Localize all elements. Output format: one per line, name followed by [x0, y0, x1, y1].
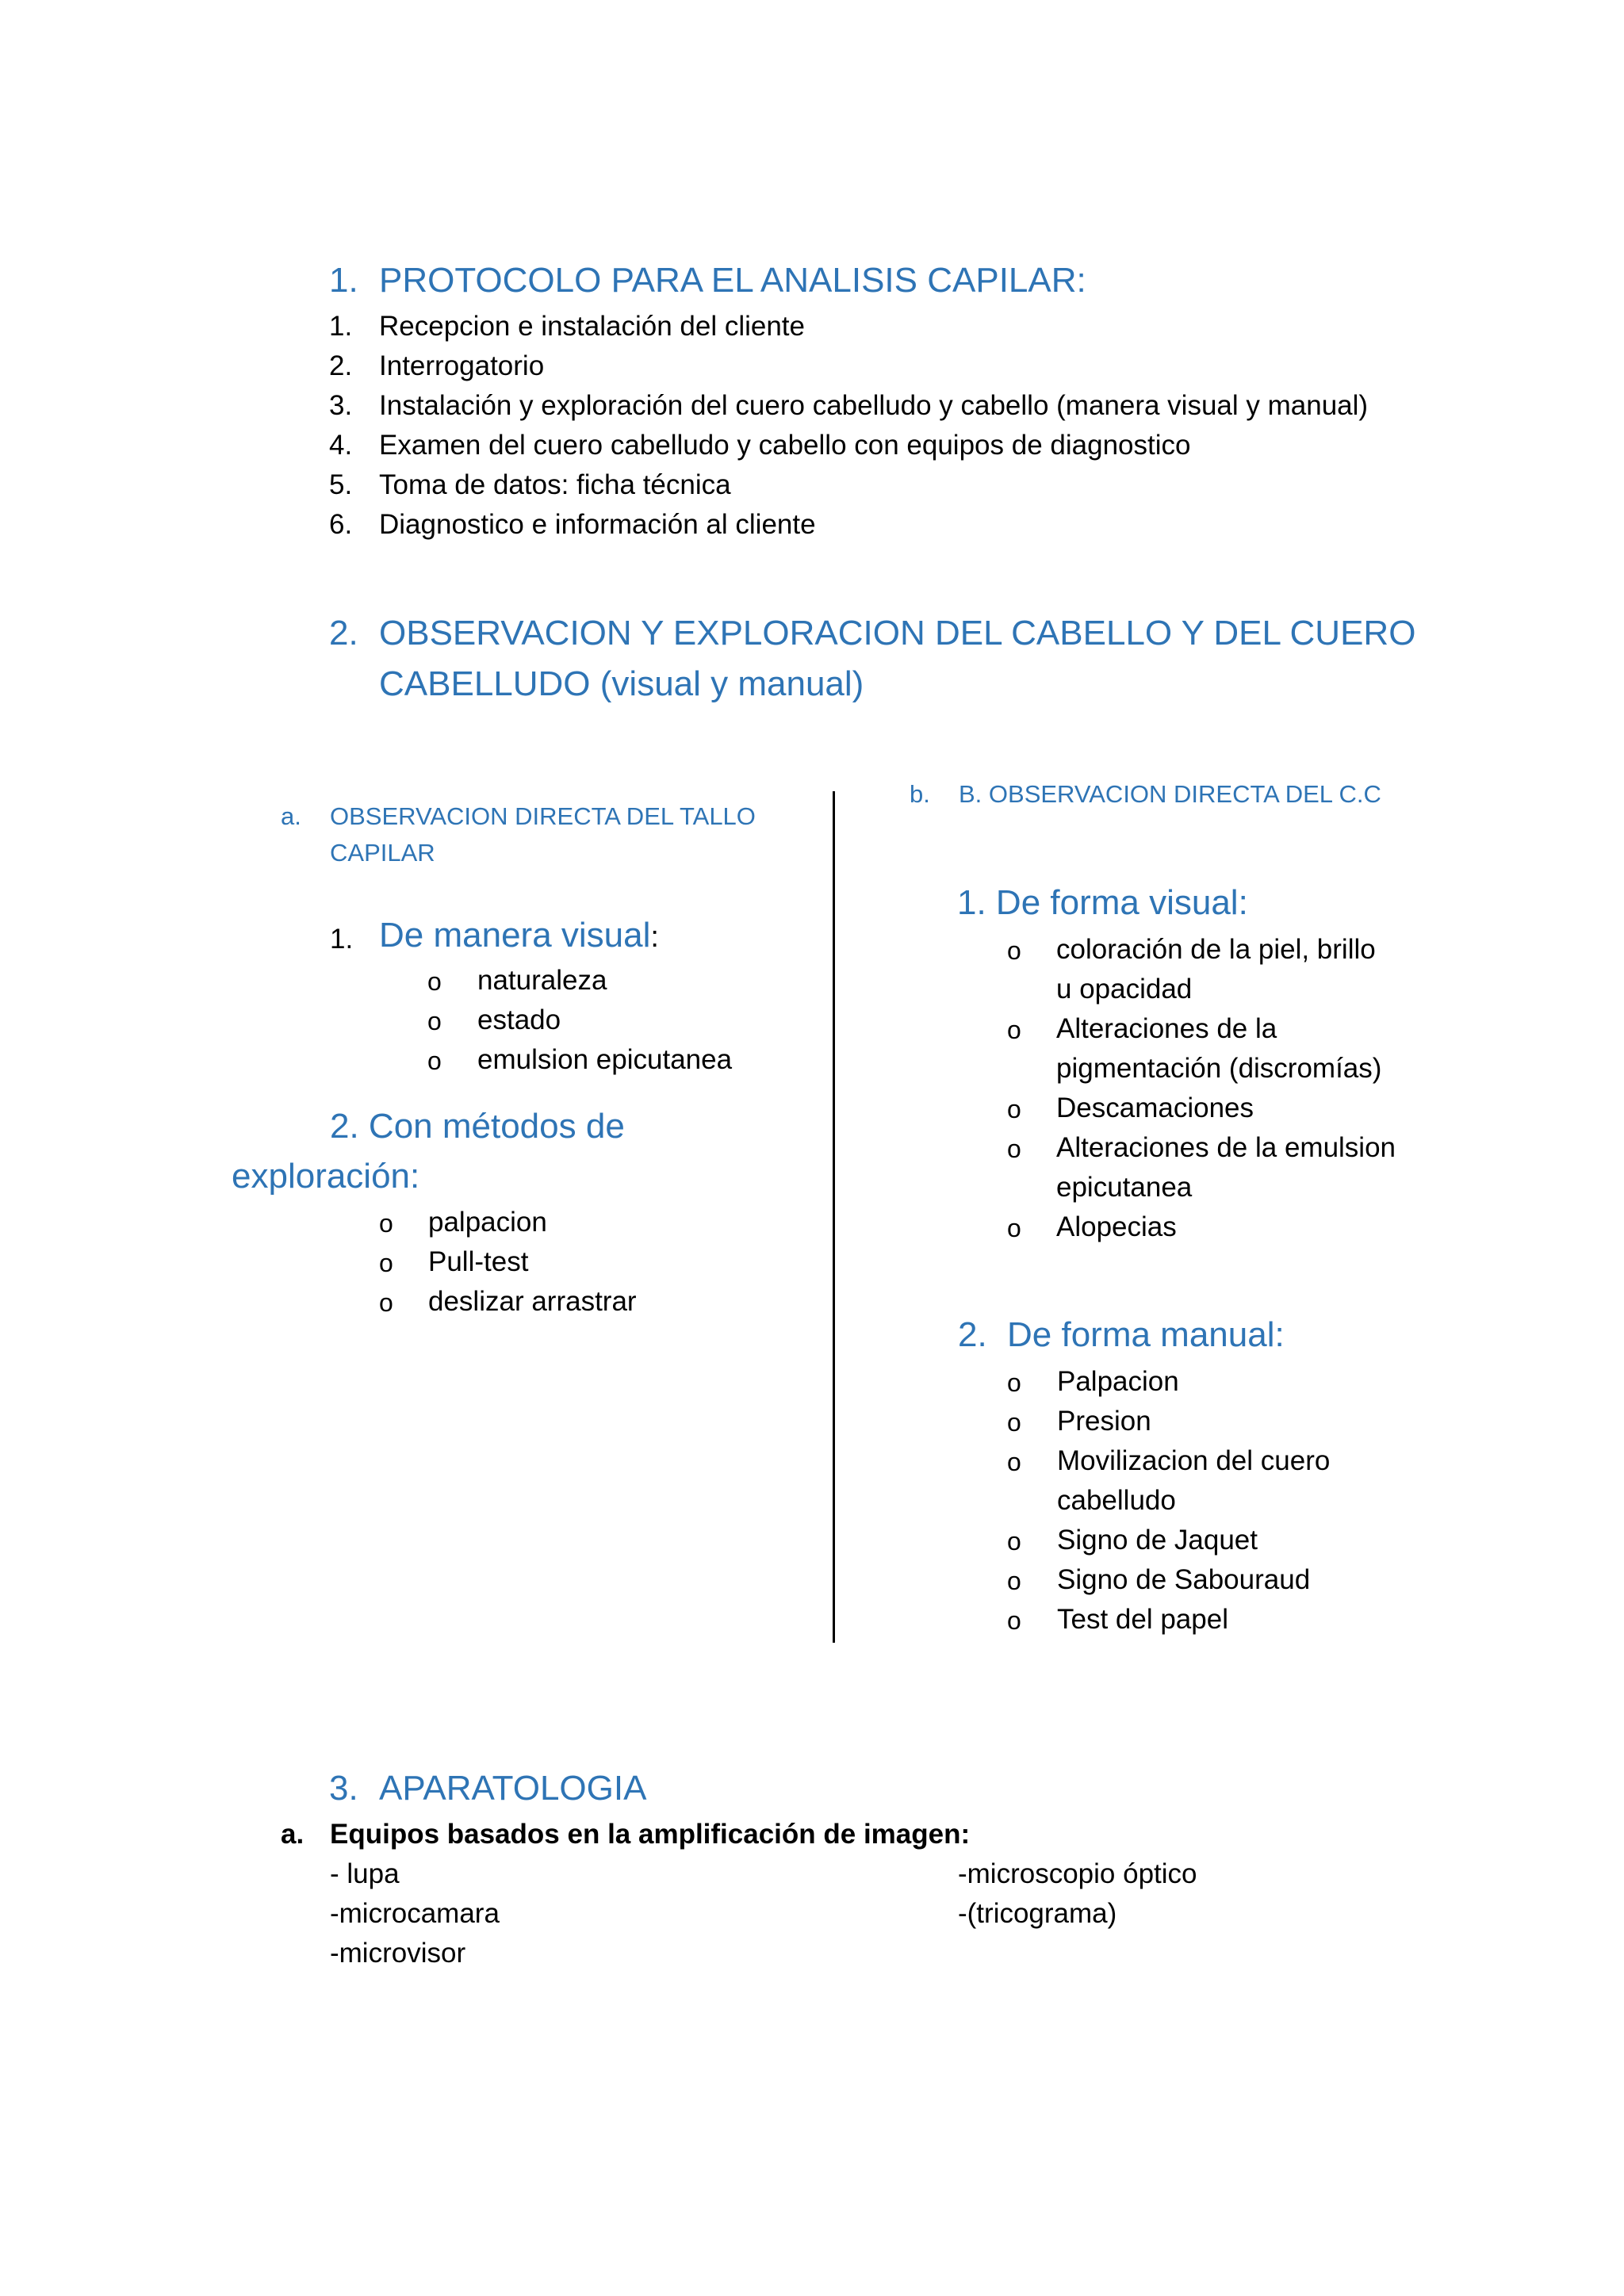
bullet-icon: o [1007, 1527, 1021, 1556]
section3-number: 3. [329, 1769, 358, 1808]
subsection-title: Equipos basados en la amplificación de imagen: [330, 1819, 971, 1850]
bullet-icon: o [1007, 1016, 1021, 1044]
visual-heading-colon: : [650, 920, 659, 954]
list-item: naturaleza [477, 965, 607, 996]
list-item: palpacion [428, 1207, 547, 1238]
section1-number: 1. [329, 261, 358, 300]
column-divider [833, 791, 835, 1643]
bullet-icon: o [1007, 1095, 1021, 1123]
list-item-line: epicutanea [1056, 1172, 1193, 1203]
manual-number: 2. [958, 1315, 987, 1354]
methods-heading-line2: exploración: [232, 1157, 420, 1196]
equipment-item: -microscopio óptico [958, 1858, 1197, 1889]
list-item-number: 6. [329, 509, 353, 540]
equipment-item: -(tricograma) [958, 1898, 1117, 1929]
visual-heading-text: De manera visual [379, 916, 651, 955]
list-item-number: 1. [329, 311, 353, 342]
list-item-line: Alteraciones de la emulsion [1056, 1132, 1396, 1163]
equipment-item: -microcamara [330, 1898, 500, 1929]
bullet-icon: o [427, 967, 442, 996]
subsection-title-line1: OBSERVACION DIRECTA DEL TALLO [330, 802, 756, 830]
list-item-line: coloración de la piel, brillo [1056, 934, 1376, 965]
bullet-icon: o [379, 1288, 393, 1317]
list-item-number: 5. [329, 469, 353, 500]
bullet-icon: o [427, 1047, 442, 1075]
list-item-line: Palpacion [1057, 1366, 1179, 1397]
bullet-icon: o [1007, 1606, 1021, 1635]
list-item-number: 3. [329, 390, 353, 421]
list-item-line: Movilizacion del cuero [1057, 1445, 1331, 1476]
bullet-icon: o [1007, 1567, 1021, 1595]
subsection-letter: a. [281, 802, 301, 830]
list-item-line: Presion [1057, 1406, 1151, 1437]
visual-number: 1. [330, 924, 354, 955]
list-item-text: Recepcion e instalación del cliente [379, 311, 805, 342]
list-item-text: Interrogatorio [379, 350, 545, 381]
subsection-title-line2: CAPILAR [330, 839, 435, 867]
list-item-number: 4. [329, 430, 353, 461]
bullet-icon: o [1007, 1408, 1021, 1437]
list-item: estado [477, 1004, 561, 1035]
list-item-line: Descamaciones [1056, 1093, 1254, 1123]
list-item-text: Diagnostico e información al cliente [379, 509, 816, 540]
list-item-text: Examen del cuero cabelludo y cabello con equipos de diagnostico [379, 430, 1191, 461]
section2-title-line1: OBSERVACION Y EXPLORACION DEL CABELLO Y DEL CUERO [379, 614, 1416, 652]
list-item: Pull-test [428, 1246, 529, 1277]
equipment-item: -microvisor [330, 1938, 466, 1969]
list-item-line: Signo de Sabouraud [1057, 1564, 1311, 1595]
subsection-title: B. OBSERVACION DIRECTA DEL C.C [959, 780, 1381, 808]
visual-heading [379, 915, 659, 957]
list-item-line: Alopecias [1056, 1211, 1177, 1242]
methods-heading-line1: 2. Con métodos de [330, 1107, 625, 1146]
list-item: deslizar arrastrar [428, 1286, 637, 1317]
bullet-icon: o [427, 1007, 442, 1035]
list-item-line: u opacidad [1056, 974, 1193, 1004]
bullet-icon: o [379, 1209, 393, 1238]
list-item-line: Signo de Jaquet [1057, 1525, 1258, 1556]
visual-heading: 1. De forma visual: [957, 883, 1248, 922]
list-item-line: Alteraciones de la [1056, 1013, 1277, 1044]
bullet-icon: o [379, 1249, 393, 1277]
section3-title: APARATOLOGIA [379, 1769, 647, 1808]
section1-title: PROTOCOLO PARA EL ANALISIS CAPILAR: [379, 261, 1086, 300]
list-item-line: Test del papel [1057, 1604, 1228, 1635]
list-item-text: Instalación y exploración del cuero cabelludo y cabello (manera visual y manual) [379, 390, 1369, 421]
list-item-text: Toma de datos: ficha técnica [379, 469, 731, 500]
bullet-icon: o [1007, 1368, 1021, 1397]
manual-heading: De forma manual: [1007, 1315, 1285, 1354]
section2-title-line2: CABELLUDO (visual y manual) [379, 664, 864, 703]
bullet-icon: o [1007, 1448, 1021, 1476]
list-item-line: pigmentación (discromías) [1056, 1053, 1382, 1084]
bullet-icon: o [1007, 1135, 1021, 1163]
equipment-item: - lupa [330, 1858, 400, 1889]
subsection-letter: a. [281, 1819, 304, 1850]
bullet-icon: o [1007, 936, 1021, 965]
list-item-line: cabelludo [1057, 1485, 1176, 1516]
bullet-icon: o [1007, 1214, 1021, 1242]
list-item: emulsion epicutanea [477, 1044, 733, 1075]
subsection-letter: b. [910, 780, 930, 808]
list-item-number: 2. [329, 350, 353, 381]
section2-number: 2. [329, 614, 358, 652]
